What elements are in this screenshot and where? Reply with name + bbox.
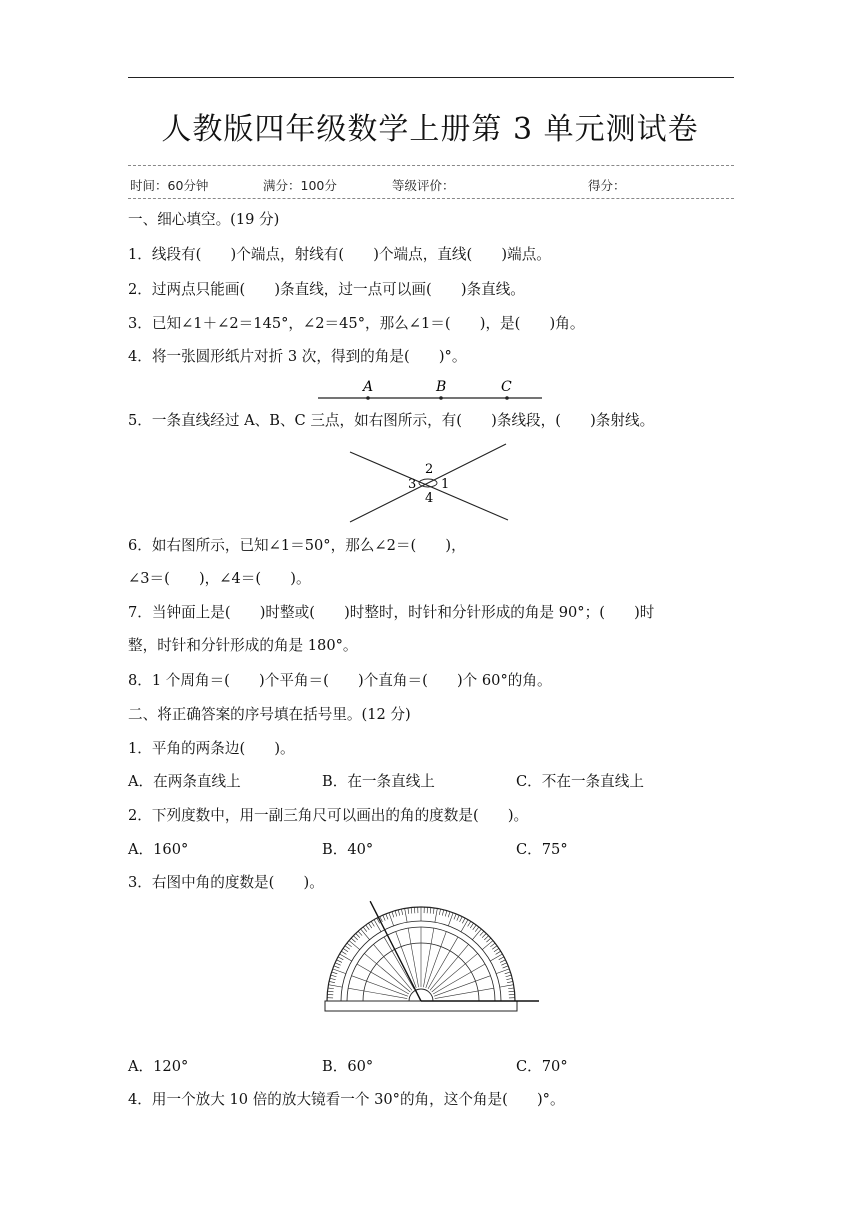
intersecting-lines-figure (346, 440, 514, 530)
info-bottom-divider (128, 198, 734, 199)
protractor-tick (329, 981, 335, 982)
protractor-tick (457, 915, 459, 920)
protractor-tick (486, 938, 490, 942)
line-2 (350, 444, 506, 522)
protractor-tick (507, 981, 513, 982)
protractor-tick (484, 936, 488, 940)
protractor-tick (461, 920, 468, 932)
protractor-tick (351, 938, 355, 942)
info-score: 得分： (588, 178, 626, 193)
info-grade: 等级评价： (392, 178, 455, 193)
protractor-tick (503, 966, 509, 968)
protractor-radial-line (435, 988, 494, 998)
angle-label-1: 1 (441, 477, 450, 492)
protractor-tick (439, 909, 440, 915)
s1-question-3: 3．已知∠1＋∠2＝145°，∠2＝45°，那么∠1＝( )，是( )角。 (128, 315, 585, 332)
protractor-tick (386, 914, 388, 920)
s2-q2-option-c: C．75° (516, 841, 568, 858)
protractor-radial-line (426, 931, 447, 987)
protractor-tick (331, 975, 337, 977)
protractor-tick (356, 933, 360, 937)
protractor-tick (361, 929, 370, 940)
protractor-tick (472, 929, 481, 940)
protractor-radial-line (373, 944, 412, 990)
protractor-tick (328, 991, 334, 992)
protractor-tick (408, 908, 409, 914)
s2-q2-option-b: B．40° (322, 841, 374, 858)
protractor-tick (368, 923, 371, 928)
protractor-tick (506, 975, 512, 977)
page-title: 人教版四年级数学上册第 3 单元测试卷 (161, 112, 699, 147)
protractor-tick (462, 918, 465, 923)
s2-q3-option-b: B．60° (322, 1058, 374, 1075)
s2-q1-option-b: B．在一条直线上 (322, 773, 435, 790)
protractor-radial-line (384, 937, 414, 989)
protractor-tick (341, 951, 346, 954)
protractor-radial-line (430, 944, 469, 990)
protractor-tick (430, 908, 431, 914)
protractor-radial-line (351, 976, 407, 997)
angle-label-3: 3 (408, 477, 417, 492)
protractor-tick (494, 948, 499, 951)
s1-question-7-line1: 7．当钟面上是( )时整或( )时整时，时针和分针形成的角是 90°；( )时 (128, 604, 655, 621)
protractor-figure (318, 898, 544, 1018)
angle-label-2: 2 (425, 462, 434, 477)
protractor-tick (435, 908, 437, 922)
protractor-tick (405, 908, 407, 922)
s2-question-1: 1．平角的两条边( )。 (128, 740, 295, 757)
protractor-tick (433, 908, 434, 914)
point-a (366, 396, 370, 400)
protractor (325, 901, 539, 1011)
protractor-radial-line (396, 931, 417, 987)
s2-q2-option-a: A．160° (128, 841, 189, 858)
section2-heading: 二、将正确答案的序号填在括号里。(12 分) (128, 706, 411, 723)
point-b (439, 396, 443, 400)
protractor-tick (334, 966, 340, 968)
protractor-base (325, 1001, 517, 1011)
protractor-tick (337, 960, 342, 963)
protractor-tick (366, 925, 370, 930)
s1-question-4: 4．将一张圆形纸片对折 3 次，得到的角是( )°。 (128, 348, 467, 365)
protractor-radial-line (434, 976, 490, 997)
protractor-tick (332, 972, 338, 974)
protractor-tick (392, 912, 394, 918)
protractor-tick (445, 911, 447, 917)
protractor-tick (508, 988, 514, 989)
protractor-tick (363, 927, 367, 932)
label-c: C (501, 379, 512, 395)
protractor-tick (505, 972, 511, 974)
protractor-tick (330, 978, 336, 979)
top-rule (128, 77, 734, 78)
s2-q1-option-a: A．在两条直线上 (128, 773, 241, 790)
protractor-tick (454, 914, 456, 920)
protractor-tick (448, 912, 450, 918)
s1-question-8: 8．1 个周角＝( )个平角＝( )个直角＝( )个 60°的角。 (128, 672, 552, 689)
protractor-radial-line (423, 928, 433, 987)
protractor-tick (328, 988, 334, 989)
protractor-tick (345, 946, 350, 950)
protractor-tick (500, 985, 514, 987)
protractor-tick (358, 931, 362, 935)
s1-question-7-line2: 整，时针和分针形成的角是 180°。 (128, 637, 358, 654)
protractor-tick (411, 908, 412, 914)
protractor-tick (490, 954, 502, 961)
protractor-radial-line (357, 964, 409, 994)
protractor-tick (371, 921, 374, 926)
protractor-radial-line (432, 953, 478, 992)
protractor-radial-line (364, 953, 410, 992)
section1-heading: 一、细心填空。(19 分) (128, 211, 280, 228)
label-a: A (363, 379, 374, 395)
protractor-tick (473, 925, 477, 930)
protractor-tick (353, 936, 357, 940)
info-full-score: 满分：100分 (263, 178, 337, 193)
protractor-tick (401, 909, 402, 915)
s1-question-6-line1: 6．如右图所示，已知∠1＝50°，那么∠2＝( )， (128, 537, 466, 554)
protractor-tick (395, 911, 397, 917)
s1-question-6-line2: ∠3＝( )，∠4＝( )。 (128, 570, 311, 587)
protractor-tick (338, 957, 343, 960)
protractor-tick (328, 985, 342, 987)
protractor-radial-line (433, 964, 485, 994)
protractor-tick (398, 910, 399, 916)
protractor-tick (460, 917, 463, 922)
protractor-tick (343, 948, 348, 951)
s2-q3-option-a: A．120° (128, 1058, 189, 1075)
protractor-tick (340, 954, 352, 961)
info-time: 时间：60分钟 (130, 178, 209, 193)
protractor-tick (501, 963, 506, 965)
protractor-tick (468, 921, 471, 926)
protractor-tick (500, 960, 505, 963)
s2-question-3: 3．右图中角的度数是( )。 (128, 874, 324, 891)
protractor-tick (383, 915, 385, 920)
protractor-center (409, 989, 433, 1001)
point-c (505, 396, 509, 400)
protractor-tick (490, 943, 495, 947)
line-abc-figure (310, 374, 550, 406)
label-b: B (436, 379, 447, 395)
protractor-tick (349, 941, 360, 950)
protractor-tick (509, 991, 515, 992)
s2-question-4: 4．用一个放大 10 倍的放大镜看一个 30°的角，这个角是( )°。 (128, 1091, 565, 1108)
protractor-tick (480, 931, 484, 935)
protractor-radial-line (428, 937, 458, 989)
protractor-tick (482, 941, 493, 950)
protractor-tick (335, 963, 340, 965)
info-top-divider (128, 165, 734, 166)
s1-question-1: 1．线段有( )个端点，射线有( )个端点，直线( )端点。 (128, 246, 551, 263)
protractor-tick (475, 927, 479, 932)
s1-question-5: 5．一条直线经过 A、B、C 三点，如右图所示，有( )条线段，( )条射线。 (128, 412, 655, 429)
protractor-radial-line (348, 988, 407, 998)
protractor-tick (506, 978, 512, 979)
protractor-tick (492, 946, 497, 950)
protractor-tick (347, 943, 352, 947)
protractor-tick (442, 910, 443, 916)
s2-q3-option-c: C．70° (516, 1058, 568, 1075)
protractor-tick (482, 933, 486, 937)
angle-label-4: 4 (425, 491, 434, 506)
s2-question-2: 2．下列度数中，用一副三角尺可以画出的角的度数是( )。 (128, 807, 529, 824)
s1-question-2: 2．过两点只能画( )条直线，过一点可以画( )条直线。 (128, 281, 525, 298)
protractor-tick (470, 923, 473, 928)
protractor-tick (496, 951, 501, 954)
protractor-tick (499, 957, 504, 960)
s2-q1-option-c: C．不在一条直线上 (516, 773, 644, 790)
